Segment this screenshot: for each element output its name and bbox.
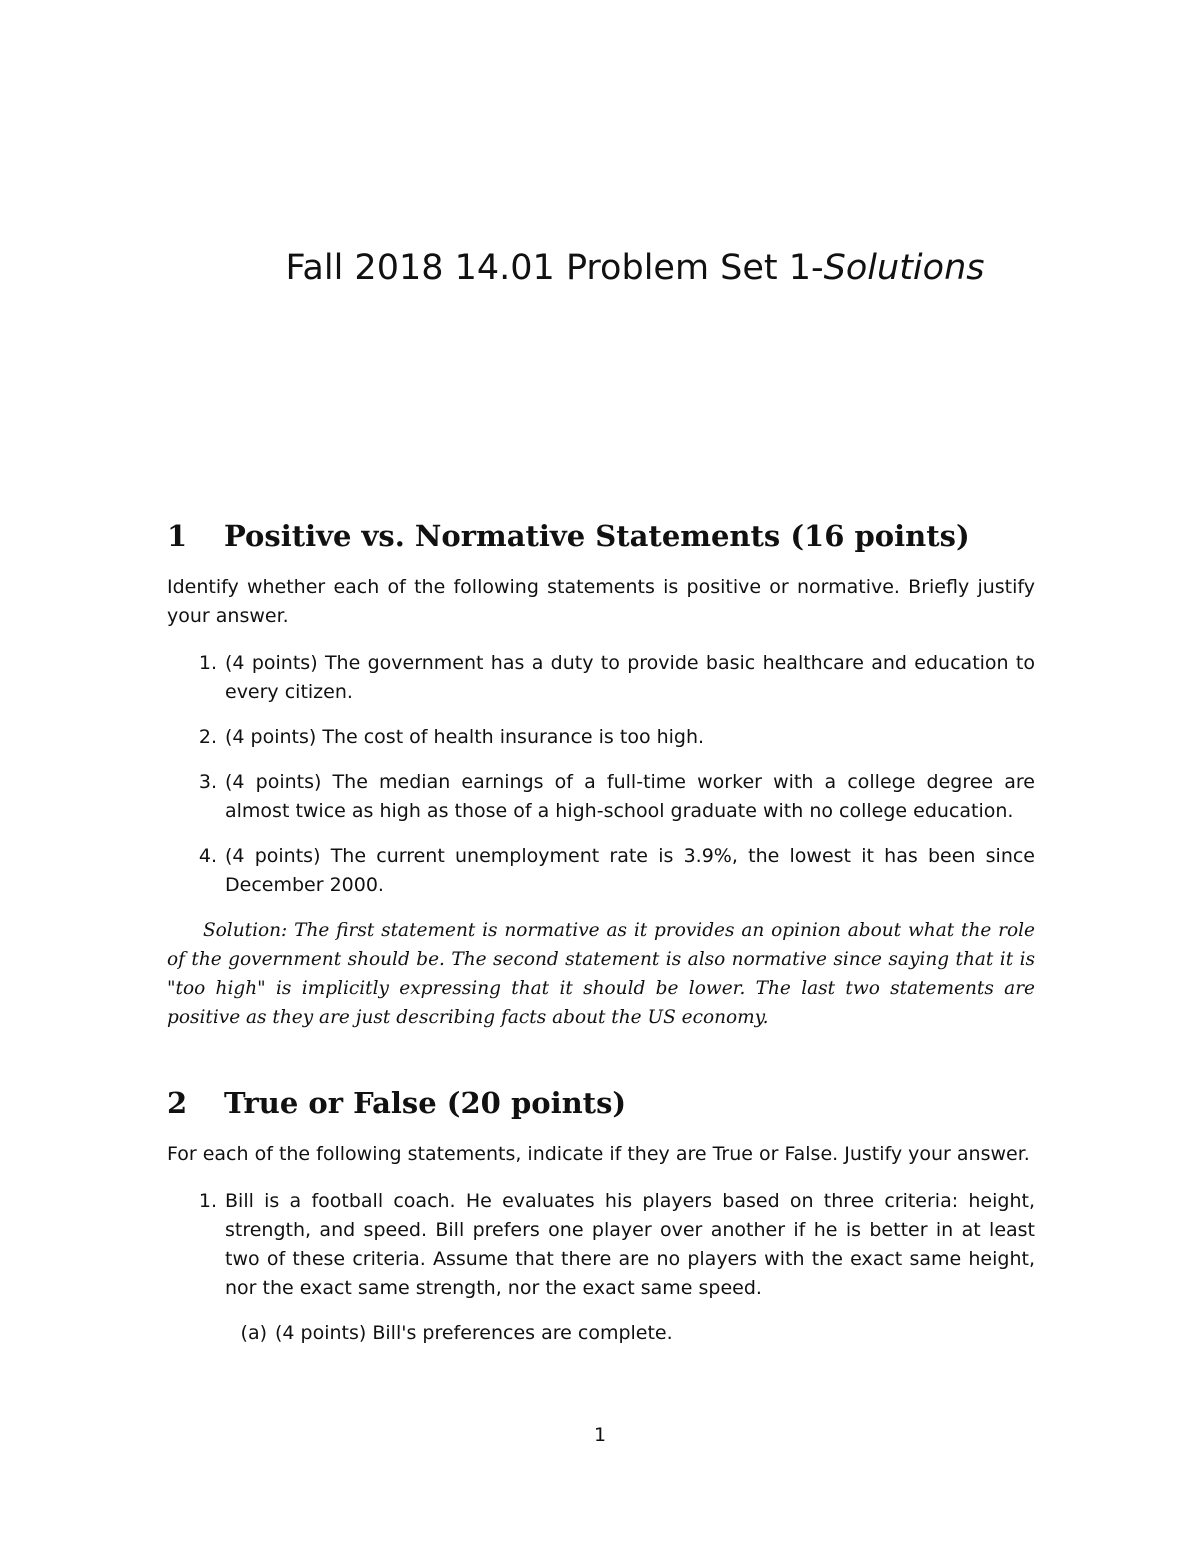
list-item-text: (4 points) The median earnings of a full-time worker with a college degree are almost twice as high as those of a high-school graduate with no college education. — [225, 771, 1035, 822]
sub-list-item — [225, 1319, 1035, 1348]
section-2-heading — [167, 1086, 1035, 1120]
list-item-number: 4. — [198, 845, 217, 867]
list-item — [167, 723, 1035, 752]
section-2-intro: For each of the following statements, indicate if they are True or False. Justify your answer. — [167, 1143, 1030, 1165]
title-main: Fall 2018 14.01 Problem Set 1- — [285, 248, 824, 288]
title-italic: Solutions — [823, 248, 985, 288]
section-2-list — [167, 1187, 1035, 1303]
section-2-number: 2 — [167, 1086, 188, 1120]
list-item — [167, 768, 1035, 826]
list-item — [167, 649, 1035, 707]
section-1-heading — [167, 519, 1035, 553]
list-item-text: (4 points) The cost of health insurance is too high. — [225, 726, 705, 748]
section-2-title: True or False (20 points) — [224, 1086, 627, 1120]
list-item-text: (4 points) The current unemployment rate is 3.9%, the lowest it has been since December 2000. — [225, 845, 1035, 896]
section-1-number: 1 — [167, 519, 188, 553]
sub-item-label: (a) — [240, 1322, 267, 1344]
list-item-text: Bill is a football coach. He evaluates his players based on three criteria: height, strength, and speed. Bill prefers one player over another if he is better in at least two of these criteria. Assume that there are no players with the exact same height, nor the exact same strength, nor the exact same speed. — [225, 1190, 1035, 1299]
list-item-number: 1. — [198, 1190, 217, 1212]
sub-item-text: (4 points) Bill's preferences are complete. — [275, 1322, 673, 1344]
section-1-title: Positive vs. Normative Statements (16 points) — [224, 519, 970, 553]
section-1-list — [167, 649, 1035, 900]
page-number: 1 — [593, 1424, 607, 1446]
section-2 — [167, 1086, 1035, 1348]
page-title — [0, 248, 1200, 288]
list-item-number: 1. — [198, 652, 217, 674]
section-1 — [167, 519, 1035, 1032]
list-item-number: 3. — [198, 771, 217, 793]
list-item — [167, 1187, 1035, 1303]
section-1-intro: Identify whether each of the following statements is positive or normative. Briefly justify your answer. — [167, 576, 1035, 627]
list-item — [167, 842, 1035, 900]
list-item-number: 2. — [198, 726, 217, 748]
list-item-text: (4 points) The government has a duty to provide basic healthcare and education to every citizen. — [225, 652, 1035, 703]
section-1-solution: Solution: The first statement is normative as it provides an opinion about what the role of the government should be. The second statement is also normative since saying that it is "too high" is implicitly expressing that it should be lower. The last two statements are positive as they are just describing facts about the US economy. — [167, 920, 1035, 1028]
